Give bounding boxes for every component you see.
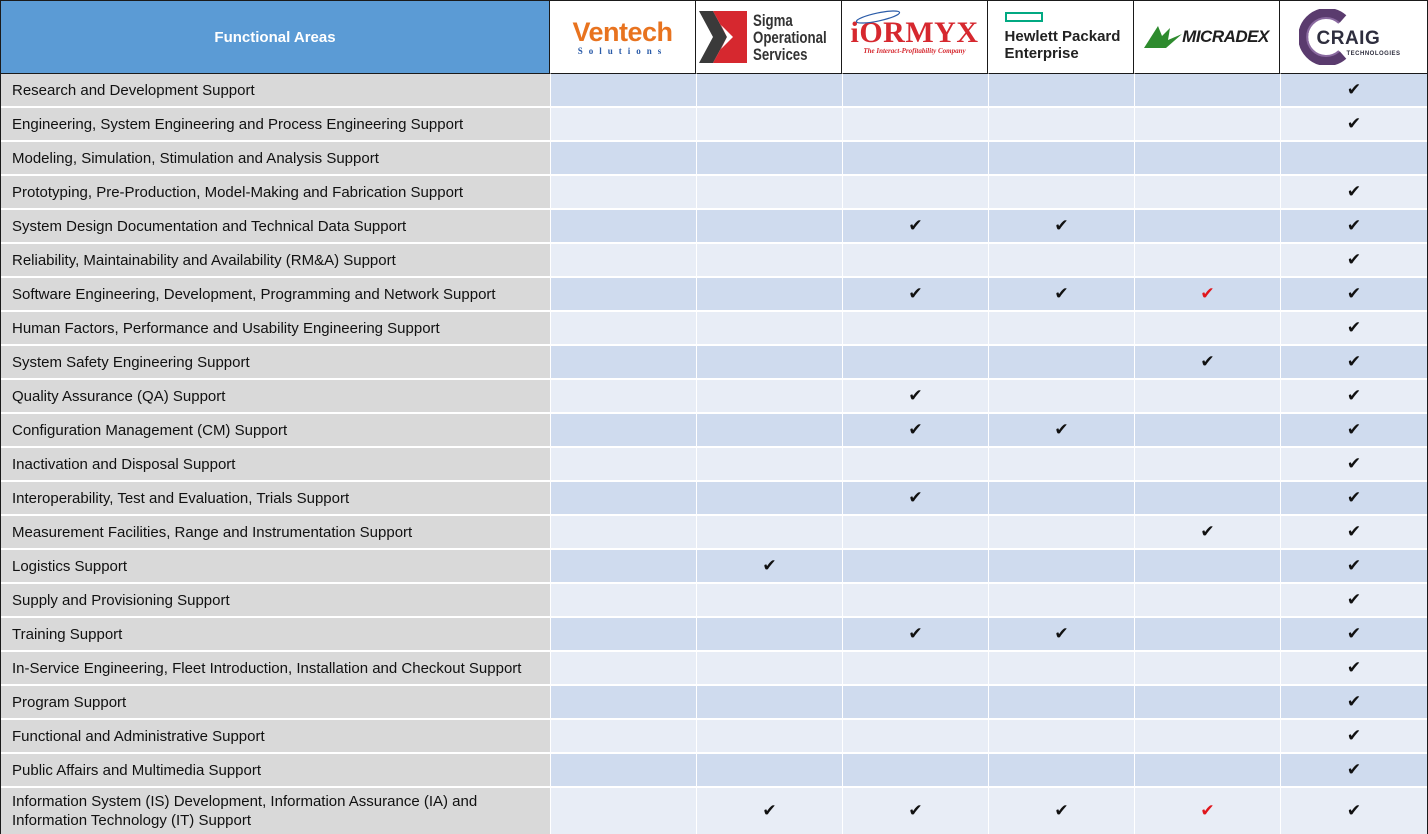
matrix-cell — [842, 310, 988, 344]
craig-logo-text: CRAIG — [1316, 28, 1381, 49]
matrix-cell — [1280, 174, 1427, 208]
craig-logo-subtext: TECHNOLOGIES — [1346, 51, 1401, 57]
matrix-cell — [696, 140, 842, 174]
matrix-cell — [550, 786, 696, 834]
functional-area-label: Interoperability, Test and Evaluation, Trials Support — [1, 480, 550, 514]
matrix-cell — [696, 174, 842, 208]
matrix-cell — [1280, 650, 1427, 684]
iormyx-logo-cell — [842, 1, 988, 73]
matrix-cell — [842, 412, 988, 446]
matrix-cell — [1134, 446, 1280, 480]
hpe-line-1: Hewlett Packard — [1004, 28, 1121, 45]
functional-area-label: Information System (IS) Development, Information Assurance (IA) and Information Technology (IT) Support — [1, 786, 550, 834]
matrix-cell — [988, 786, 1134, 834]
micradex-logo — [1134, 24, 1279, 50]
checkmark-icon: ✔ — [908, 419, 923, 440]
sigma-line-1: Sigma — [752, 10, 793, 30]
matrix-cell — [1134, 140, 1280, 174]
matrix-cell — [550, 718, 696, 752]
functional-area-label: Engineering, System Engineering and Process Engineering Support — [1, 106, 550, 140]
checkmark-icon: ✔ — [1346, 181, 1362, 202]
functional-area-label: In-Service Engineering, Fleet Introduction, Installation and Checkout Support — [1, 650, 550, 684]
matrix-cell — [696, 106, 842, 140]
checkmark-icon: ✔ — [1054, 215, 1069, 236]
matrix-cell — [842, 106, 988, 140]
checkmark-icon: ✔ — [908, 623, 923, 644]
matrix-cell — [988, 344, 1134, 378]
checkmark-icon: ✔ — [1054, 283, 1069, 304]
checkmark-icon: ✔ — [1346, 555, 1362, 576]
matrix-cell — [988, 480, 1134, 514]
matrix-cell — [1134, 310, 1280, 344]
table-row — [1, 446, 1427, 480]
matrix-cell — [1134, 344, 1280, 378]
header-row — [1, 1, 1427, 73]
checkmark-icon: ✔ — [908, 487, 923, 508]
matrix-cell — [550, 378, 696, 412]
matrix-cell — [696, 310, 842, 344]
functional-area-label: Supply and Provisioning Support — [1, 582, 550, 616]
checkmark-icon: ✔ — [762, 555, 777, 576]
matrix-cell — [1280, 378, 1427, 412]
matrix-cell — [696, 616, 842, 650]
matrix-cell — [550, 684, 696, 718]
matrix-cell — [988, 582, 1134, 616]
functional-area-label: Research and Development Support — [1, 73, 550, 106]
ventech-logo-subtext: Solutions — [577, 45, 668, 56]
matrix-cell — [988, 310, 1134, 344]
matrix-cell — [1134, 242, 1280, 276]
matrix-cell — [842, 344, 988, 378]
matrix-cell — [1280, 106, 1427, 140]
matrix-cell — [842, 752, 988, 786]
matrix-cell — [696, 582, 842, 616]
functional-area-label: Prototyping, Pre-Production, Model-Making and Fabrication Support — [1, 174, 550, 208]
checkmark-icon: ✔ — [1346, 623, 1362, 644]
matrix-cell — [988, 650, 1134, 684]
matrix-cell — [1280, 752, 1427, 786]
functional-area-label: Training Support — [1, 616, 550, 650]
checkmark-icon: ✔ — [1054, 800, 1069, 821]
matrix-cell — [988, 412, 1134, 446]
checkmark-icon: ✔ — [1346, 691, 1362, 712]
matrix-cell — [1134, 684, 1280, 718]
craig-logo — [1299, 9, 1409, 65]
checkmark-icon: ✔ — [1054, 419, 1069, 440]
table-row — [1, 344, 1427, 378]
matrix-cell — [696, 378, 842, 412]
checkmark-icon: ✔ — [1346, 521, 1362, 542]
matrix-cell — [550, 752, 696, 786]
checkmark-icon: ✔ — [1346, 79, 1362, 100]
table-row — [1, 106, 1427, 140]
sigma-line-3: Services — [752, 44, 808, 64]
matrix-cell — [1280, 276, 1427, 310]
matrix-cell — [842, 582, 988, 616]
checkmark-icon: ✔ — [908, 385, 923, 406]
matrix-cell — [1134, 582, 1280, 616]
matrix-cell — [1280, 514, 1427, 548]
matrix-cell — [1134, 73, 1280, 106]
matrix-cell — [842, 174, 988, 208]
matrix-cell — [988, 378, 1134, 412]
hpe-logo — [1001, 12, 1121, 62]
matrix-cell — [696, 480, 842, 514]
matrix-cell — [988, 684, 1134, 718]
matrix-cell — [842, 684, 988, 718]
matrix-cell — [988, 242, 1134, 276]
craig-logo-cell — [1280, 1, 1427, 73]
functional-area-label: Software Engineering, Development, Programming and Network Support — [1, 276, 550, 310]
matrix-cell — [696, 786, 842, 834]
matrix-cell — [1280, 310, 1427, 344]
iormyx-logo — [850, 16, 979, 55]
table-row — [1, 174, 1427, 208]
checkmark-icon: ✔ — [908, 215, 923, 236]
functional-area-label: Public Affairs and Multimedia Support — [1, 752, 550, 786]
matrix-cell — [1134, 106, 1280, 140]
checkmark-icon: ✔ — [1346, 283, 1362, 304]
matrix-cell — [1280, 242, 1427, 276]
matrix-cell — [1280, 73, 1427, 106]
matrix-cell — [1280, 412, 1427, 446]
matrix-cell — [1134, 786, 1280, 834]
matrix-cell — [842, 242, 988, 276]
checkmark-icon: ✔ — [1346, 759, 1362, 780]
matrix-cell — [1280, 446, 1427, 480]
matrix-cell — [842, 208, 988, 242]
matrix-cell — [696, 344, 842, 378]
matrix-cell — [550, 242, 696, 276]
functional-area-label: Logistics Support — [1, 548, 550, 582]
checkmark-icon: ✔ — [908, 283, 923, 304]
sigma-line-2: Operational — [752, 27, 827, 47]
matrix-cell — [1134, 480, 1280, 514]
sigma-logo-cell — [696, 1, 842, 73]
matrix-cell — [550, 616, 696, 650]
checkmark-icon: ✔ — [1346, 589, 1362, 610]
sigma-logo-text — [752, 10, 827, 64]
matrix-cell — [1280, 684, 1427, 718]
matrix-cell — [696, 412, 842, 446]
table-row — [1, 480, 1427, 514]
matrix-cell — [842, 650, 988, 684]
matrix-cell — [550, 208, 696, 242]
matrix-cell — [1134, 412, 1280, 446]
table-row — [1, 650, 1427, 684]
matrix-cell — [842, 514, 988, 548]
matrix-cell — [988, 548, 1134, 582]
checkmark-icon: ✔ — [1346, 249, 1362, 270]
matrix-cell — [988, 616, 1134, 650]
ventech-logo-text: Ventech — [572, 16, 673, 47]
table-row — [1, 276, 1427, 310]
table-row — [1, 514, 1427, 548]
micradex-logo-text: MICRADEX — [1182, 27, 1269, 46]
matrix-cell — [550, 106, 696, 140]
matrix-cell — [842, 140, 988, 174]
functional-area-label: Functional and Administrative Support — [1, 718, 550, 752]
matrix-cell — [550, 310, 696, 344]
matrix-cell — [1134, 378, 1280, 412]
functional-area-label: Quality Assurance (QA) Support — [1, 378, 550, 412]
table-row — [1, 140, 1427, 174]
hpe-line-2: Enterprise — [1004, 45, 1079, 62]
hpe-logo-cell — [988, 1, 1134, 73]
matrix-cell — [550, 650, 696, 684]
functional-area-label: Measurement Facilities, Range and Instrumentation Support — [1, 514, 550, 548]
matrix-cell — [550, 276, 696, 310]
matrix-cell — [1280, 548, 1427, 582]
matrix-cell — [842, 73, 988, 106]
table-row — [1, 582, 1427, 616]
matrix-cell — [842, 548, 988, 582]
sigma-mark-icon — [697, 9, 749, 65]
matrix-cell — [988, 174, 1134, 208]
matrix-cell — [1134, 276, 1280, 310]
functional-area-label: System Safety Engineering Support — [1, 344, 550, 378]
table-row — [1, 73, 1427, 106]
matrix-cell — [1280, 582, 1427, 616]
checkmark-icon: ✔ — [1346, 419, 1362, 440]
checkmark-icon: ✔ — [1346, 657, 1362, 678]
hpe-rectangle-icon — [1005, 12, 1043, 22]
checkmark-icon: ✔ — [1346, 351, 1362, 372]
ventech-logo — [572, 16, 673, 56]
matrix-cell — [696, 208, 842, 242]
matrix-cell — [696, 73, 842, 106]
iormyx-logo-text: iORMYX — [850, 16, 979, 49]
matrix-cell — [696, 446, 842, 480]
micradex-leaf-icon — [1144, 24, 1182, 50]
matrix-cell — [550, 73, 696, 106]
checkmark-icon: ✔ — [1200, 283, 1215, 304]
matrix-cell — [1134, 548, 1280, 582]
table-row — [1, 786, 1427, 834]
table-row — [1, 684, 1427, 718]
checkmark-icon: ✔ — [1346, 725, 1362, 746]
functional-area-label: Program Support — [1, 684, 550, 718]
table-row — [1, 718, 1427, 752]
checkmark-icon: ✔ — [1346, 385, 1362, 406]
checkmark-icon: ✔ — [762, 800, 777, 821]
functional-area-label: Reliability, Maintainability and Availability (RM&A) Support — [1, 242, 550, 276]
matrix-cell — [550, 140, 696, 174]
checkmark-icon: ✔ — [1200, 521, 1215, 542]
table-row — [1, 616, 1427, 650]
functional-area-label: Human Factors, Performance and Usability Engineering Support — [1, 310, 550, 344]
matrix-cell — [696, 514, 842, 548]
matrix-cell — [1280, 786, 1427, 834]
ventech-logo-cell — [550, 1, 696, 73]
capability-matrix-table — [1, 1, 1427, 834]
checkmark-icon: ✔ — [1346, 215, 1362, 236]
table-row — [1, 752, 1427, 786]
matrix-cell — [550, 480, 696, 514]
matrix-cell — [988, 208, 1134, 242]
matrix-cell — [842, 480, 988, 514]
checkmark-icon: ✔ — [1346, 453, 1362, 474]
matrix-cell — [1134, 174, 1280, 208]
table-row — [1, 208, 1427, 242]
matrix-cell — [550, 344, 696, 378]
functional-area-label: Inactivation and Disposal Support — [1, 446, 550, 480]
matrix-cell — [550, 446, 696, 480]
matrix-cell — [1280, 616, 1427, 650]
table-row — [1, 548, 1427, 582]
checkmark-icon: ✔ — [1346, 487, 1362, 508]
matrix-cell — [1280, 208, 1427, 242]
checkmark-icon: ✔ — [1346, 800, 1362, 821]
matrix-cell — [696, 718, 842, 752]
matrix-cell — [842, 446, 988, 480]
matrix-cell — [550, 412, 696, 446]
matrix-cell — [988, 752, 1134, 786]
matrix-cell — [1134, 718, 1280, 752]
matrix-cell — [1134, 208, 1280, 242]
matrix-cell — [550, 174, 696, 208]
matrix-cell — [842, 786, 988, 834]
table-row — [1, 378, 1427, 412]
matrix-body — [1, 73, 1427, 834]
micradex-logo-cell — [1134, 1, 1280, 73]
matrix-cell — [988, 514, 1134, 548]
iormyx-tagline: The Interact-Profitability Company — [863, 47, 966, 55]
table-row — [1, 310, 1427, 344]
matrix-cell — [696, 242, 842, 276]
matrix-cell — [1280, 718, 1427, 752]
matrix-cell — [696, 276, 842, 310]
matrix-cell — [1134, 514, 1280, 548]
functional-areas-header: Functional Areas — [1, 1, 550, 73]
sigma-logo — [696, 9, 841, 65]
checkmark-icon: ✔ — [1346, 317, 1362, 338]
matrix-cell — [842, 616, 988, 650]
checkmark-icon: ✔ — [1054, 623, 1069, 644]
matrix-cell — [842, 378, 988, 412]
matrix-cell — [1134, 616, 1280, 650]
matrix-cell — [988, 73, 1134, 106]
matrix-cell — [842, 718, 988, 752]
matrix-cell — [550, 514, 696, 548]
matrix-cell — [550, 548, 696, 582]
matrix-cell — [1134, 752, 1280, 786]
matrix-cell — [988, 446, 1134, 480]
checkmark-icon: ✔ — [908, 800, 923, 821]
matrix-cell — [1280, 140, 1427, 174]
iormyx-swoosh-icon — [853, 9, 903, 25]
matrix-cell — [988, 140, 1134, 174]
matrix-cell — [842, 276, 988, 310]
matrix-cell — [550, 582, 696, 616]
matrix-cell — [696, 684, 842, 718]
matrix-cell — [696, 650, 842, 684]
matrix-cell — [696, 752, 842, 786]
functional-area-label: Configuration Management (CM) Support — [1, 412, 550, 446]
checkmark-icon: ✔ — [1200, 351, 1215, 372]
matrix-cell — [696, 548, 842, 582]
matrix-cell — [1280, 480, 1427, 514]
functional-area-label: Modeling, Simulation, Stimulation and Analysis Support — [1, 140, 550, 174]
table-row — [1, 242, 1427, 276]
checkmark-icon: ✔ — [1346, 113, 1362, 134]
checkmark-icon: ✔ — [1200, 800, 1215, 821]
matrix-cell — [988, 718, 1134, 752]
matrix-cell — [988, 276, 1134, 310]
matrix-cell — [1280, 344, 1427, 378]
matrix-cell — [1134, 650, 1280, 684]
matrix-cell — [988, 106, 1134, 140]
functional-area-label: System Design Documentation and Technical Data Support — [1, 208, 550, 242]
table-row — [1, 412, 1427, 446]
